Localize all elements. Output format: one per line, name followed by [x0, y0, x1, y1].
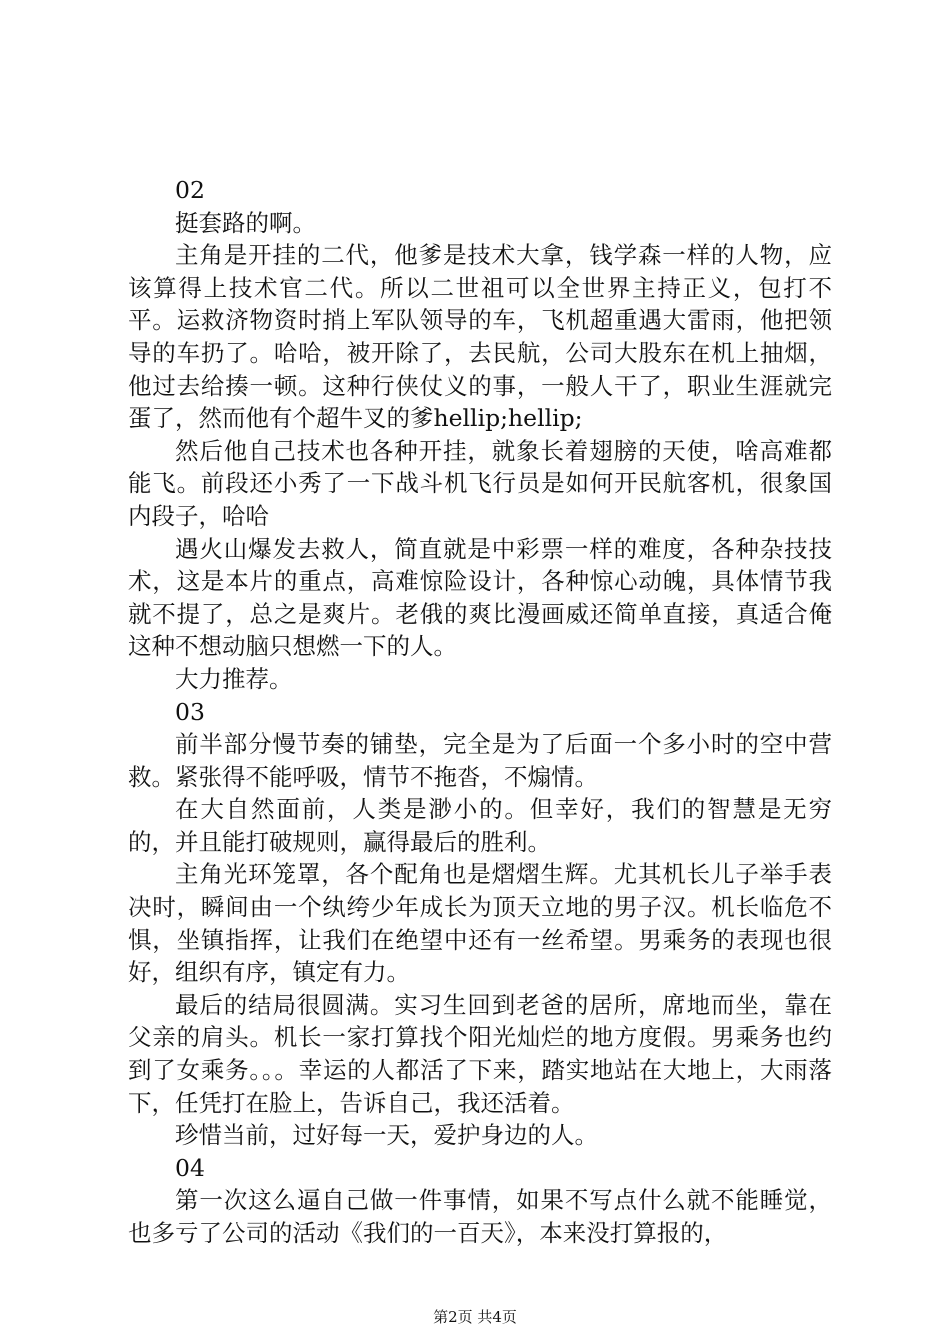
section-heading: 02 — [175, 176, 205, 204]
section-heading: 03 — [175, 697, 205, 726]
paragraph: 最后的结局很圆满。实习生回到老爸的居所，席地而坐，靠在父亲的肩头。机长一家打算找个阳光灿烂的地方度假。男乘务也约到了女乘务。。。幸运的人都活了下来，踏实地站在大地上，大雨落下，任凭打在脸上，告诉自己，我还活着。 — [128, 990, 832, 1117]
paragraph: 然后他自己技术也各种开挂，就象长着翅膀的天使，啥高难都能飞。前段还小秀了一下战斗机飞行员是如何开民航客机，很象国内段子，哈哈 — [128, 436, 832, 530]
document-body — [128, 174, 832, 1250]
paragraph: 遇火山爆发去救人，简直就是中彩票一样的难度，各种杂技技术，这是本片的重点，高难惊险设计，各种惊心动魄，具体情节我就不提了，总之是爽片。老俄的爽比漫画威还简单直接，真适合俺这种不想动脑只想燃一下的人。 — [128, 534, 832, 661]
page-number-footer: 第2页 共4页 — [433, 1308, 517, 1326]
paragraph: 在大自然面前，人类是渺小的。但幸好，我们的智慧是无穷的，并且能打破规则，赢得最后的胜利。 — [128, 795, 832, 856]
paragraph: 第一次这么逼自己做一件事情，如果不写点什么就不能睡觉，也多亏了公司的活动《我们的一百天》，本来没打算报的， — [128, 1186, 832, 1247]
paragraph: 主角光环笼罩，各个配角也是熠熠生辉。尤其机长儿子举手表决时，瞬间由一个纨绔少年成长为顶天立地的男子汉。机长临危不惧，坐镇指挥，让我们在绝望中还有一丝希望。男乘务的表现也很好，组织有序，镇定有力。 — [128, 860, 832, 987]
section-heading: 04 — [175, 1153, 205, 1182]
section-04 — [128, 1152, 832, 1250]
section-02 — [128, 174, 832, 696]
paragraph: 挺套路的啊。 — [175, 208, 316, 237]
paragraph: 前半部分慢节奏的铺垫，完全是为了后面一个多小时的空中营救。紧张得不能呼吸，情节不拖沓，不煽情。 — [128, 730, 832, 791]
paragraph: 主角是开挂的二代，他爹是技术大拿，钱学森一样的人物，应该算得上技术官二代。所以二世祖可以全世界主持正义，包打不平。运救济物资时捎上军队领导的车，飞机超重遇大雷雨，他把领导的车扔了。哈哈，被开除了，去民航，公司大股东在机上抽烟，他过去给揍一顿。这种行侠仗义的事，一般人干了，职业生涯就完蛋了，然而他有个超牛叉的爹hellip;hellip; — [128, 241, 832, 433]
paragraph: 大力推荐。 — [175, 664, 293, 693]
paragraph: 珍惜当前，过好每一天，爱护身边的人。 — [175, 1121, 598, 1150]
section-03 — [128, 696, 832, 1152]
